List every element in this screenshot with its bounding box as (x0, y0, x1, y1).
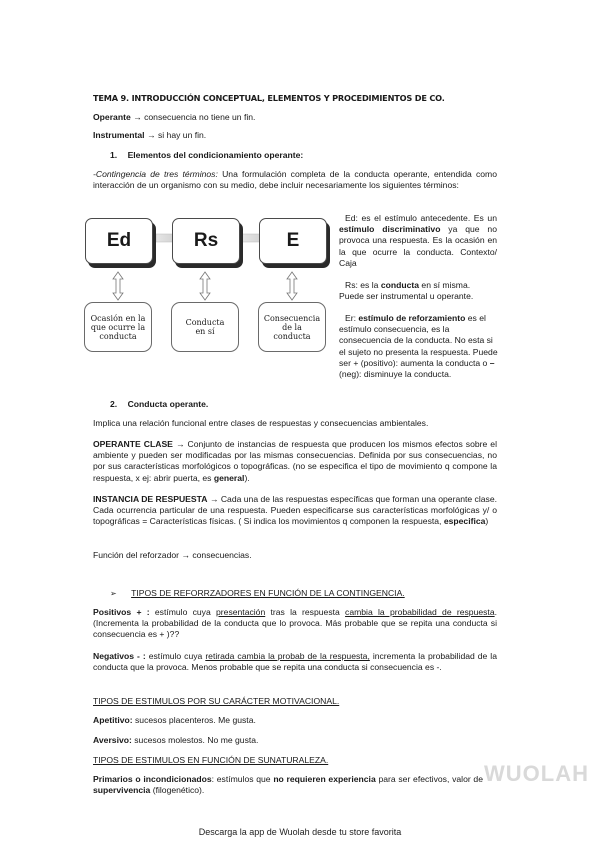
section-2-heading (110, 399, 208, 410)
conducta-bubble (171, 302, 239, 352)
instrumental-line (93, 130, 206, 141)
er-def-pre: Er: (345, 313, 359, 323)
ed-box-label: Ed (106, 230, 132, 252)
bubble-line: que ocurre la (90, 322, 146, 332)
ed-def-post: ya que no provoca una respuesta. Es la ocasión en la que ocurre la conducta. Contexto/ Caja (339, 224, 497, 268)
negativos-u1: retirada cambia la probab de la respuesta, (205, 651, 370, 661)
operante-clase-bold: general (213, 472, 245, 483)
bubble-line: conducta (273, 331, 311, 341)
apetitivo-text: sucesos placenteros. Me gusta. (132, 715, 256, 725)
funcion-rest: consecuencias. (189, 550, 252, 560)
operante-text: consecuencia no tiene un fin. (141, 112, 256, 122)
rs-def-pre: Rs: es la (345, 280, 381, 290)
instrumental-term: Instrumental (93, 130, 145, 140)
bubble-line: conducta (99, 331, 137, 341)
section-1-number: 1. (110, 150, 118, 160)
arrow-icon: → (146, 130, 156, 140)
section-2-number: 2. (110, 399, 118, 409)
negativos-paragraph (93, 651, 497, 673)
funcion-line (93, 550, 252, 561)
e-box (259, 218, 327, 264)
section-1-heading (110, 150, 303, 161)
aversivo-term: Aversivo: (93, 735, 132, 745)
implica-paragraph: Implica una relación funcional entre clases de respuestas y consecuencias ambientales. (93, 418, 429, 428)
bubble-line: Ocasión en la (90, 313, 146, 323)
positivos-t1: estímulo cuya (149, 607, 217, 617)
e-box-label: E (286, 230, 300, 252)
naturaleza-heading: TIPOS DE ESTIMULOS EN FUNCIÓN DE SUNATURALEZA. (93, 755, 329, 765)
negativos-t2: incrementa la probabilidad de la conducta que la provoca. Menos probable que se repita una conducta si consecuencia es -. (93, 651, 497, 673)
operante-clase-end: ). (244, 472, 250, 483)
primarios-t3: (filogenético). (150, 785, 205, 796)
three-term-diagram (80, 212, 340, 362)
operante-clase-text: Conjunto de instancias de respuesta que producen los mismos efectos sobre el ambiente y pueden ser modificadas por las mismas consecuencias. Definida por sus consecuencias, no por sus características morfológicos o topográficas. (no se especifica el tipo de movimiento q compone la respuesta, x ej: abrir puerta, es (93, 439, 497, 483)
ed-definition (339, 213, 497, 269)
er-def-bold: estímulo de reforzamiento (358, 313, 466, 323)
arrow-icon: → (209, 494, 219, 504)
aversivo-line (93, 735, 258, 746)
primarios-paragraph (93, 774, 483, 796)
aversivo-text: sucesos molestos. No me gusta. (131, 735, 259, 745)
primarios-b1: no requieren experiencia (273, 774, 376, 784)
instrumental-text: si hay un fin. (155, 130, 207, 140)
primarios-t1: : estímulos que (211, 774, 274, 784)
section-1-text: Elementos del condicionamiento operante: (127, 150, 304, 160)
ed-def-pre: Ed: es el estímulo antecedente. Es un (345, 213, 497, 223)
operante-term: Operante (93, 112, 131, 122)
contingencia-text: Una formulación completa de la conducta operante, entendida como interacción de un organismo con su medio, debe incluir necesariamente los siguientes términos: (93, 169, 497, 191)
footer-text[interactable]: Descarga la app de Wuolah desde tu store favorita (198, 827, 402, 837)
operante-clase-term: OPERANTE CLASE (93, 439, 173, 449)
double-arrow-icon (113, 272, 123, 300)
ed-def-bold: estímulo discriminativo (339, 224, 441, 235)
bubble-line: Conducta (185, 318, 225, 327)
primarios-term: Primarios o incondicionados (93, 774, 212, 784)
positivos-u2: cambia la probabilidad de respuesta (345, 607, 495, 617)
positivos-paragraph (93, 607, 497, 641)
ocasion-bubble (84, 302, 152, 352)
rs-definition (339, 280, 497, 302)
bubble-line: Consecuencia (263, 313, 321, 323)
wuolah-watermark: WUOLAH (484, 761, 589, 786)
primarios-t2: para ser efectivos, valor de (375, 774, 483, 784)
er-def-bold2: – (489, 357, 495, 368)
arrow-icon: → (133, 112, 142, 122)
operante-line (93, 112, 255, 123)
consecuencia-bubble (258, 302, 326, 352)
rs-box (172, 218, 240, 264)
rs-box-label: Rs (193, 230, 219, 252)
er-def-post2: (neg): disminuye la conducta. (339, 369, 452, 380)
bubble-line: en sí (195, 327, 215, 336)
apetitivo-line (93, 715, 256, 726)
funcion-text: Función del reforzador (93, 550, 182, 560)
negativos-t1: estímulo cuya (145, 651, 206, 661)
bullet-arrow-icon: ➢ (110, 589, 117, 598)
positivos-t3: . (Incrementa la probabilidad de la conducta que lo provoca. Más probable que se repita una conducta si consecuencia es + )?? (93, 607, 497, 640)
apetitivo-term: Apetitivo: (93, 715, 133, 725)
double-arrow-icon (287, 272, 297, 300)
instancia-end: ) (485, 516, 489, 527)
instancia-text: Cada una de las respuestas específicas que forman una operante clase. Cada ocurrencia particular de una respuesta. Pueden especificarse sus características morfológicas y/ o topográficas = Características físicas. ( Si indica los movimientos q componen la respuesta, (93, 494, 498, 527)
section-2-text: Conducta operante. (127, 399, 209, 409)
operante-clase-paragraph (93, 439, 497, 484)
positivos-term: Positivos + : (93, 607, 150, 617)
negativos-term: Negativos - : (93, 651, 146, 661)
instancia-paragraph (93, 494, 497, 528)
instancia-term: INSTANCIA DE RESPUESTA (93, 494, 208, 504)
er-definition (339, 313, 499, 380)
reforzadores-heading-text: TIPOS DE REFORRZADORES EN FUNCIÓN DE LA CONTINGENCIA. (131, 588, 405, 598)
bubble-line: de la (282, 322, 302, 332)
rs-def-bold: conducta (380, 280, 420, 290)
positivos-u1: presentación (216, 607, 266, 617)
positivos-t2: tras la respuesta (265, 607, 346, 617)
primarios-b2: supervivencia (93, 785, 151, 796)
reforzadores-heading (110, 588, 405, 599)
instancia-bold: especifica (443, 516, 486, 527)
arrow-icon: → (175, 439, 185, 449)
page-title: TEMA 9. INTRODUCCIÓN CONCEPTUAL, ELEMENTOS Y PROCEDIMIENTOS DE CO. (93, 93, 445, 103)
motivacional-heading: TIPOS DE ESTIMULOS POR SU CARÁCTER MOTIVACIONAL. (93, 696, 340, 706)
arrow-icon: → (181, 550, 190, 560)
er-def-post: es el estímulo consecuencia, es la consecuencia de la conducta. No esta si el sujeto no presenta la respuesta. Puede ser + (positivo): aumenta la conducta o (339, 313, 498, 368)
rs-def-post: en sí misma. Puede ser instrumental u operante. (339, 280, 474, 302)
contingencia-paragraph (93, 169, 497, 191)
double-arrow-icon (200, 272, 210, 300)
contingencia-label: -Contingencia de tres términos: (93, 169, 218, 179)
ed-box (85, 218, 153, 264)
